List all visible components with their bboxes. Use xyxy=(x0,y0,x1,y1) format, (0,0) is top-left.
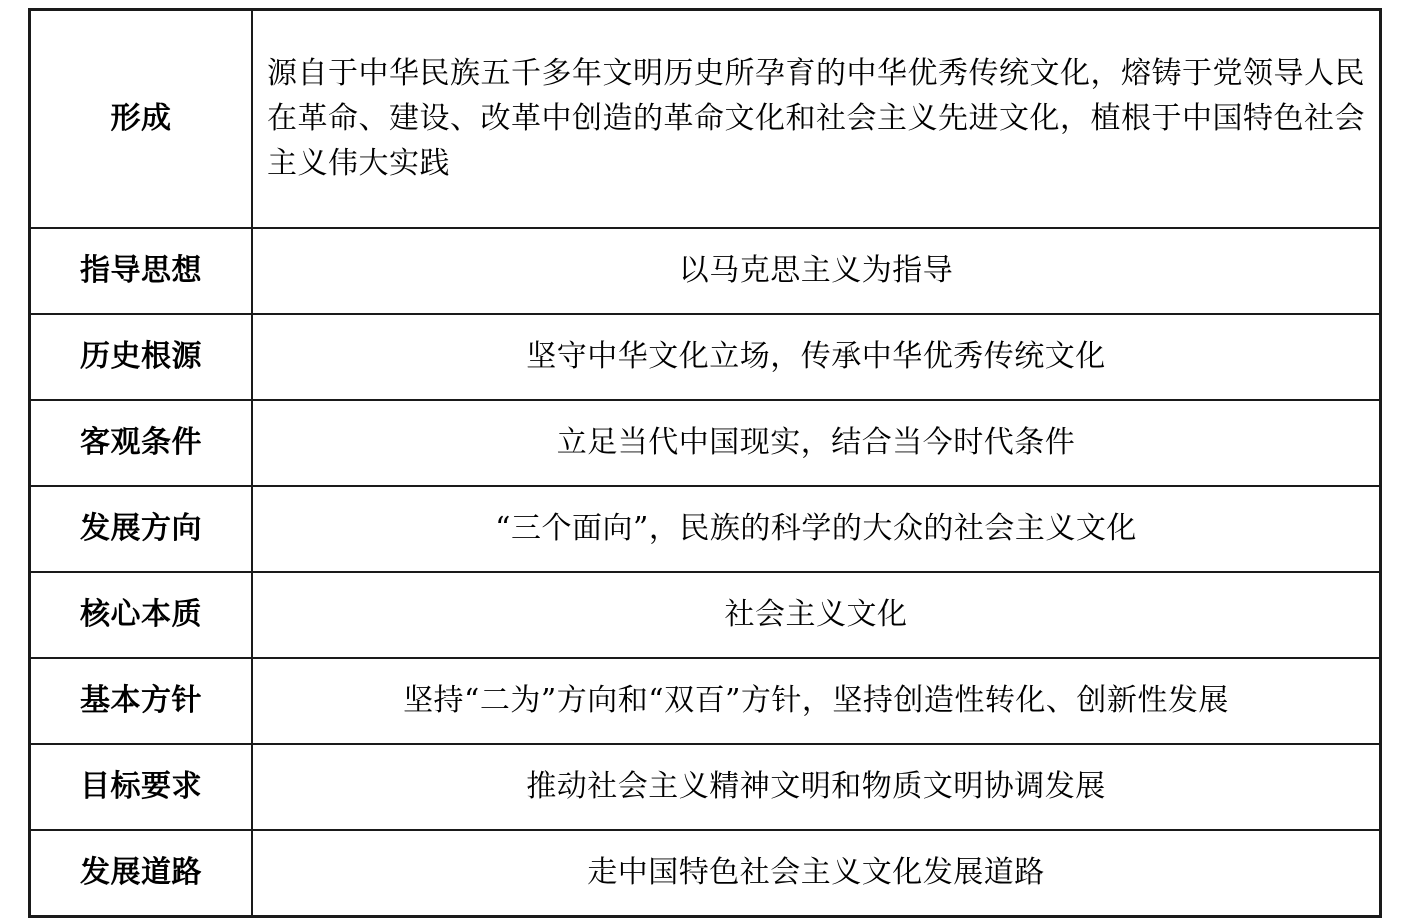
table-body xyxy=(30,10,1381,917)
row-label: 客观条件 xyxy=(30,400,253,486)
table-row xyxy=(30,572,1381,658)
row-label: 指导思想 xyxy=(30,228,253,314)
row-value: 以马克思主义为指导 xyxy=(252,228,1381,314)
table-row xyxy=(30,744,1381,830)
row-value: 立足当代中国现实，结合当今时代条件 xyxy=(252,400,1381,486)
row-label: 发展方向 xyxy=(30,486,253,572)
row-value: 坚守中华文化立场，传承中华优秀传统文化 xyxy=(252,314,1381,400)
table-row xyxy=(30,658,1381,744)
table-row xyxy=(30,486,1381,572)
row-label: 发展道路 xyxy=(30,830,253,917)
row-value: 坚持“二为”方向和“双百”方针，坚持创造性转化、创新性发展 xyxy=(252,658,1381,744)
table-row xyxy=(30,10,1381,229)
table-row xyxy=(30,400,1381,486)
row-value: “三个面向”，民族的科学的大众的社会主义文化 xyxy=(252,486,1381,572)
row-value: 社会主义文化 xyxy=(252,572,1381,658)
row-label: 形成 xyxy=(30,10,253,229)
row-value: 推动社会主义精神文明和物质文明协调发展 xyxy=(252,744,1381,830)
row-label: 目标要求 xyxy=(30,744,253,830)
row-label: 核心本质 xyxy=(30,572,253,658)
table-row xyxy=(30,830,1381,917)
row-label: 历史根源 xyxy=(30,314,253,400)
row-value: 源自于中华民族五千多年文明历史所孕育的中华优秀传统文化，熔铸于党领导人民在革命、建设、改革中创造的革命文化和社会主义先进文化，植根于中国特色社会主义伟大实践 xyxy=(252,10,1381,229)
table-row xyxy=(30,314,1381,400)
row-value: 走中国特色社会主义文化发展道路 xyxy=(252,830,1381,917)
table-row xyxy=(30,228,1381,314)
culture-characteristics-table xyxy=(28,8,1382,918)
row-label: 基本方针 xyxy=(30,658,253,744)
